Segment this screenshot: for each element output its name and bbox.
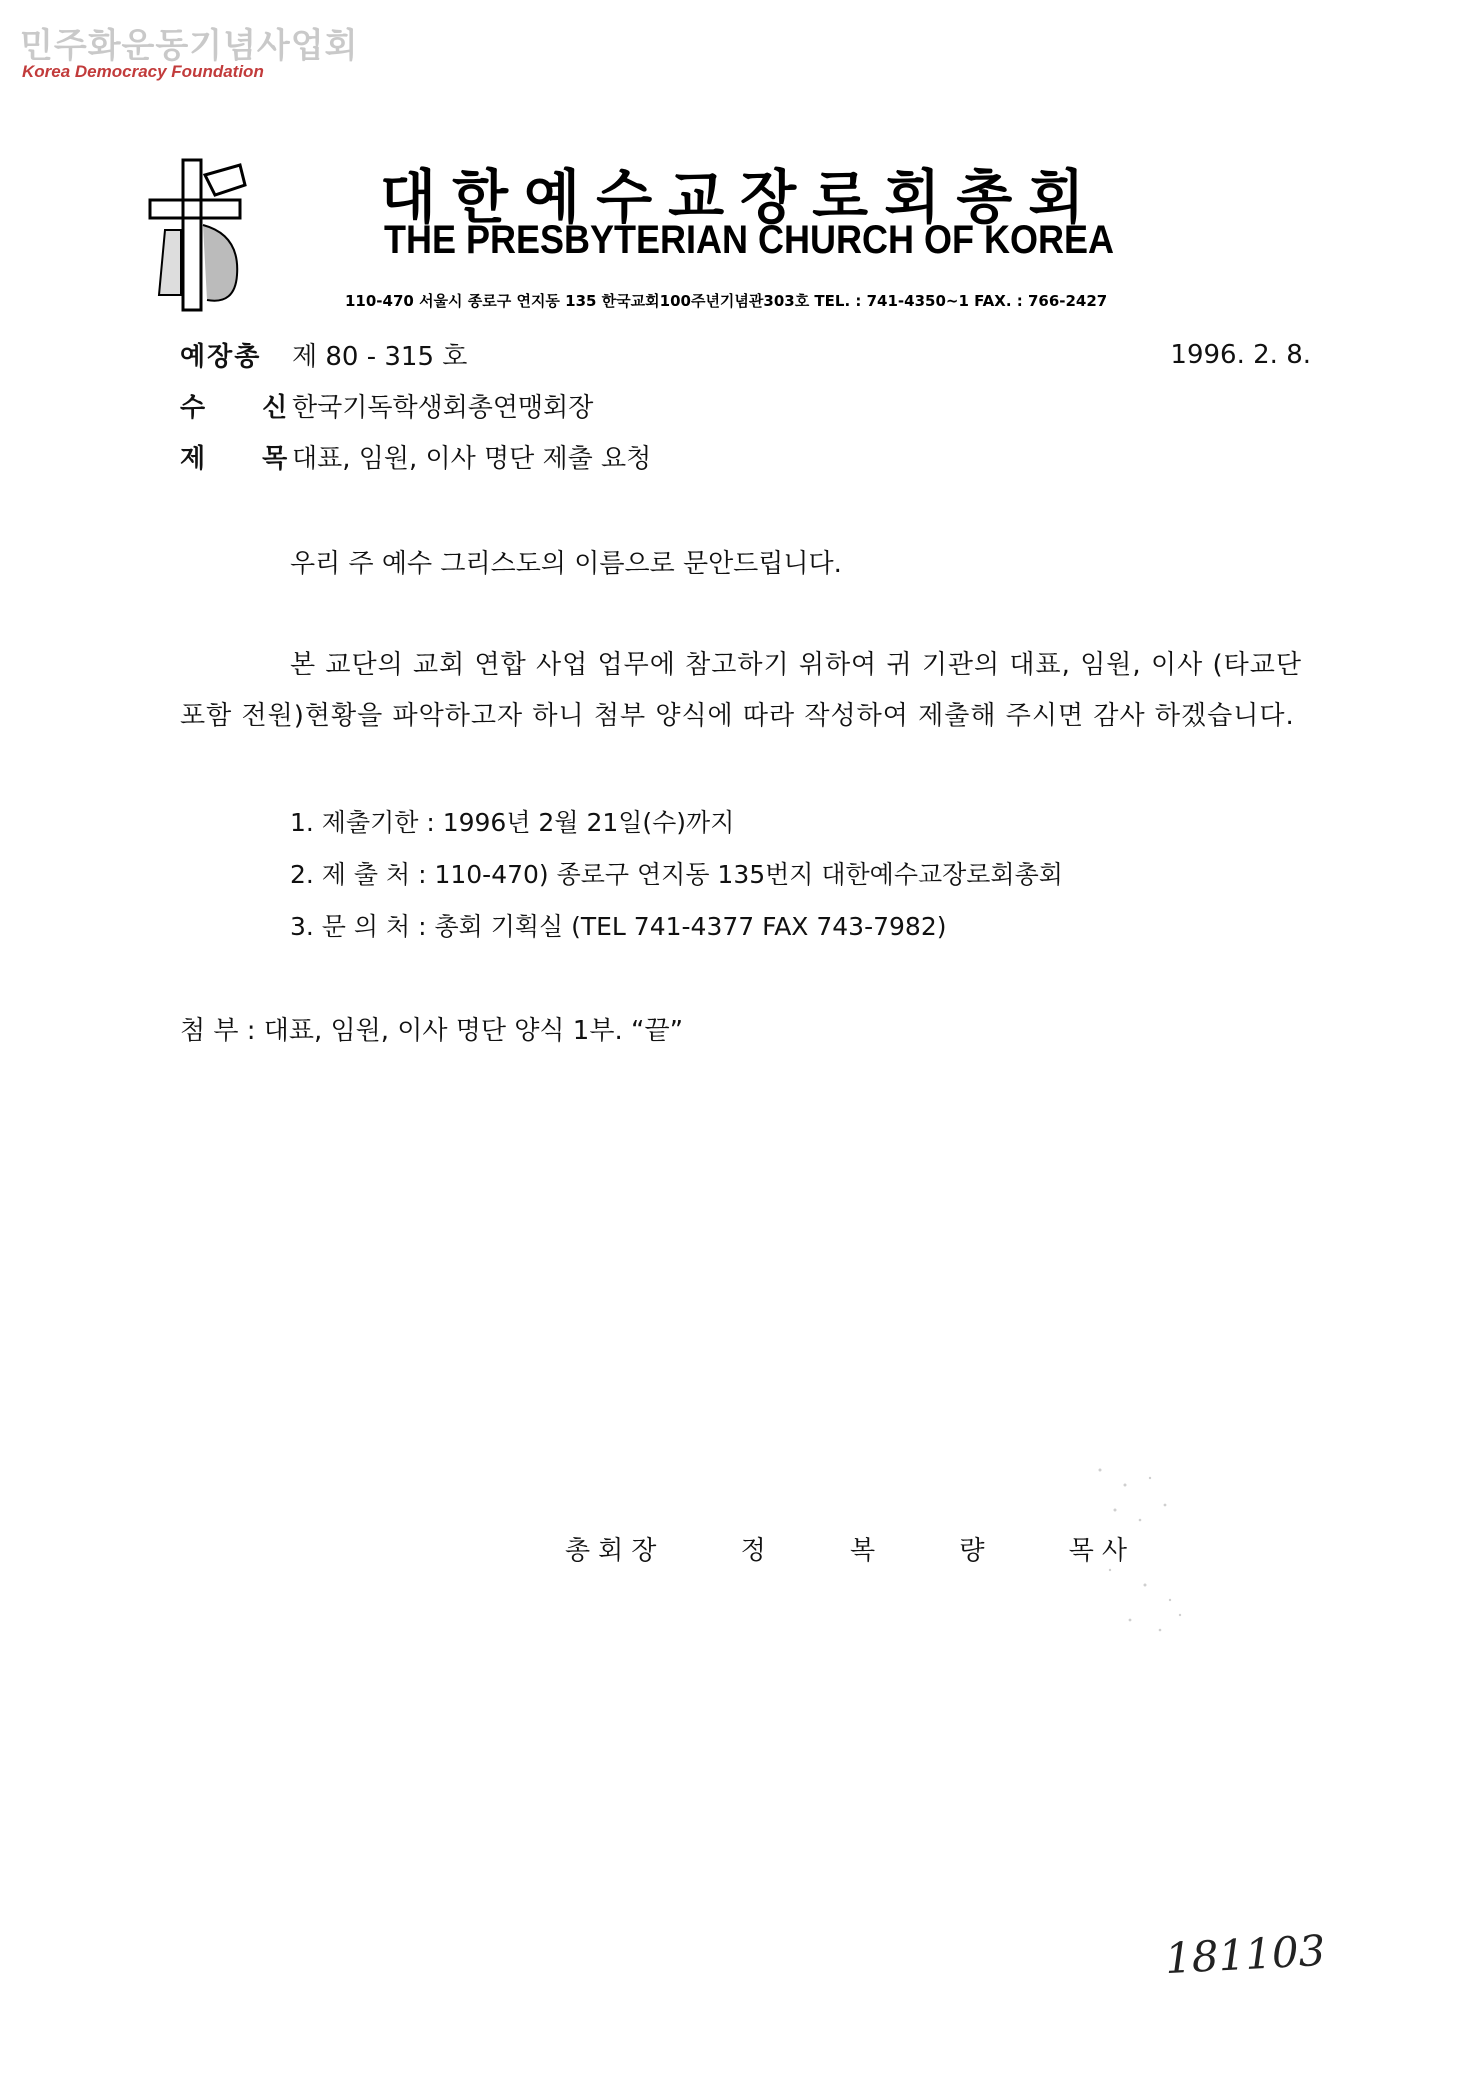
subject-label: 제 목 — [180, 443, 312, 474]
signature-line — [565, 1530, 1135, 1567]
doc-number-row — [180, 334, 467, 374]
subject: 대표, 임원, 이사 명단 제출 요청 — [292, 443, 652, 474]
signature-name-3: 량 — [959, 1536, 993, 1566]
recipient: 한국기독학생회총연맹회장 — [292, 392, 594, 423]
organization-address: 110-470 서울시 종로구 연지동 135 한국교회100주년기념관303호 TEL. : 741-4350~1 FAX. : 766-2427 — [345, 292, 1108, 310]
list-item: 3. 문 의 처 : 총회 기획실 (TEL 741-4377 FAX 743-7982) — [290, 912, 947, 941]
organization-name-english: THE PRESBYTERIAN CHURCH OF KOREA — [384, 218, 1115, 262]
signature-name-2: 복 — [850, 1536, 884, 1566]
document-date: 1996. 2. 8. — [1170, 340, 1311, 370]
signature-title: 총회장 — [565, 1536, 665, 1566]
church-logo-icon — [145, 155, 255, 315]
signature-suffix: 목사 — [1068, 1536, 1136, 1566]
watermark-korean: 민주화운동기념사업회 — [20, 26, 359, 66]
organization-name-korean: 대한예수교장로회총회 — [380, 163, 1101, 231]
greeting: 우리 주 예수 그리스도의 이름으로 문안드립니다. — [290, 549, 842, 579]
body-paragraph: 본 교단의 교회 연합 사업 업무에 참고하기 위하여 귀 기관의 대표, 임원, 이사 (타교단포함 전원)현황을 파악하고자 하니 첨부 양식에 따라 작성하여 제출해 주시면 감사 하겠습니다. — [180, 650, 1302, 731]
watermark-english: Korea Democracy Foundation — [22, 62, 264, 81]
recipient-label: 수 신 — [180, 392, 312, 423]
list-item: 2. 제 출 처 : 110-470) 종로구 연지동 135번지 대한예수교장로회총회 — [290, 860, 1063, 889]
subject-row — [180, 436, 651, 476]
doc-number: 제 80 - 315 호 — [292, 341, 468, 372]
handwritten-archive-number: 181103 — [1163, 1925, 1327, 1984]
list-item: 1. 제출기한 : 1996년 2월 21일(수)까지 — [290, 808, 735, 837]
doc-number-label: 예장총 — [180, 341, 262, 372]
attachment-line: 첨 부 : 대표, 임원, 이사 명단 양식 1부. “끝” — [180, 1016, 684, 1046]
recipient-row — [180, 385, 593, 425]
signature-name-1: 정 — [740, 1536, 774, 1566]
